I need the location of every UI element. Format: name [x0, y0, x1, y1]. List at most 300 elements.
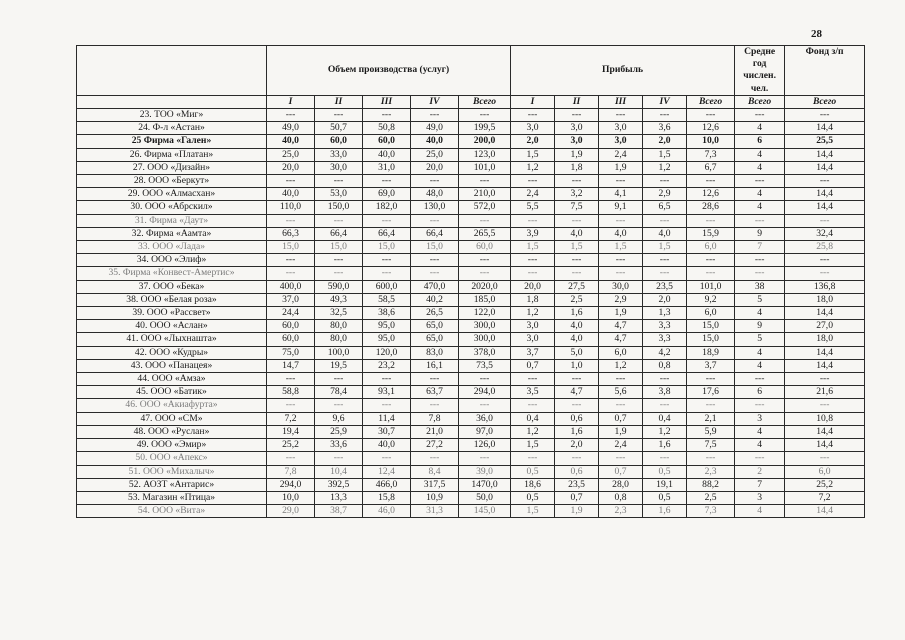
value-cell: 4,1 — [599, 188, 643, 201]
value-cell: --- — [267, 109, 315, 122]
sub-header-empty — [77, 95, 267, 108]
table-row — [77, 478, 865, 491]
value-cell: 0,8 — [643, 359, 687, 372]
value-cell: --- — [267, 214, 315, 227]
table-row — [77, 320, 865, 333]
value-cell: --- — [643, 175, 687, 188]
value-cell: --- — [643, 267, 687, 280]
enterprise-name-cell: 44. ООО «Амза» — [77, 373, 267, 386]
value-cell: 19,4 — [267, 425, 315, 438]
value-cell: 4 — [735, 122, 785, 135]
sub-header-cell: IV — [411, 95, 459, 108]
enterprise-name-cell: 47. ООО «СМ» — [77, 412, 267, 425]
value-cell: 110,0 — [267, 201, 315, 214]
value-cell: 15,0 — [411, 241, 459, 254]
value-cell: 37,0 — [267, 293, 315, 306]
sub-header-cell: Всего — [785, 95, 865, 108]
value-cell: 18,9 — [687, 346, 735, 359]
value-cell: 66,3 — [267, 227, 315, 240]
value-cell: --- — [267, 175, 315, 188]
value-cell: --- — [363, 214, 411, 227]
value-cell: 23,5 — [643, 280, 687, 293]
value-cell: --- — [267, 254, 315, 267]
value-cell: 25,0 — [411, 148, 459, 161]
value-cell: 5,0 — [555, 346, 599, 359]
value-cell: --- — [315, 373, 363, 386]
value-cell: 5 — [735, 333, 785, 346]
value-cell: --- — [785, 109, 865, 122]
value-cell: 1470,0 — [459, 478, 511, 491]
value-cell: 5,5 — [511, 201, 555, 214]
value-cell: 122,0 — [459, 307, 511, 320]
value-cell: 10,8 — [785, 412, 865, 425]
value-cell: 60,0 — [267, 320, 315, 333]
value-cell: 1,2 — [511, 425, 555, 438]
value-cell: --- — [735, 214, 785, 227]
value-cell: --- — [735, 452, 785, 465]
sub-header-cell: II — [555, 95, 599, 108]
value-cell: 25,8 — [785, 241, 865, 254]
value-cell: 0,7 — [555, 491, 599, 504]
enterprise-name-cell: 53. Магазин «Птица» — [77, 491, 267, 504]
value-cell: 9,1 — [599, 201, 643, 214]
value-cell: 3,2 — [555, 188, 599, 201]
value-cell: 4 — [735, 359, 785, 372]
value-cell: 7,2 — [267, 412, 315, 425]
value-cell: 15,0 — [687, 320, 735, 333]
value-cell: 7,5 — [555, 201, 599, 214]
value-cell: 30,0 — [315, 161, 363, 174]
value-cell: 3 — [735, 412, 785, 425]
value-cell: 2,4 — [599, 148, 643, 161]
value-cell: 120,0 — [363, 346, 411, 359]
enterprise-name-cell: 45. ООО «Батик» — [77, 386, 267, 399]
value-cell: 4,0 — [643, 227, 687, 240]
value-cell: 65,0 — [411, 333, 459, 346]
value-cell: 4,0 — [555, 227, 599, 240]
sub-header-cell: II — [315, 95, 363, 108]
value-cell: 1,5 — [555, 241, 599, 254]
value-cell: 14,4 — [785, 148, 865, 161]
value-cell: 10,0 — [687, 135, 735, 148]
value-cell: 4 — [735, 148, 785, 161]
value-cell: 20,0 — [411, 161, 459, 174]
value-cell: --- — [555, 214, 599, 227]
enterprise-name-cell: 31. Фирма «Даут» — [77, 214, 267, 227]
value-cell: 11,4 — [363, 412, 411, 425]
value-cell: 9 — [735, 227, 785, 240]
value-cell: 10,4 — [315, 465, 363, 478]
value-cell: 4,7 — [555, 386, 599, 399]
enterprise-name-cell: 24. Ф-л «Астан» — [77, 122, 267, 135]
value-cell: 4 — [735, 201, 785, 214]
table-row — [77, 412, 865, 425]
value-cell: 6,0 — [687, 241, 735, 254]
value-cell: --- — [363, 373, 411, 386]
value-cell: 2,0 — [511, 135, 555, 148]
value-cell: 14,4 — [785, 439, 865, 452]
value-cell: --- — [363, 399, 411, 412]
value-cell: 4,7 — [599, 333, 643, 346]
value-cell: --- — [411, 373, 459, 386]
value-cell: --- — [411, 109, 459, 122]
value-cell: 4,0 — [555, 333, 599, 346]
table-row — [77, 148, 865, 161]
value-cell: --- — [687, 175, 735, 188]
page-number: 28 — [811, 28, 822, 40]
value-cell: 7,3 — [687, 505, 735, 518]
table-row — [77, 201, 865, 214]
value-cell: --- — [267, 267, 315, 280]
value-cell: 40,0 — [363, 148, 411, 161]
value-cell: --- — [555, 254, 599, 267]
value-cell: --- — [363, 254, 411, 267]
name-column-header — [77, 46, 267, 96]
value-cell: 49,0 — [267, 122, 315, 135]
value-cell: --- — [459, 214, 511, 227]
value-cell: 40,0 — [363, 439, 411, 452]
value-cell: 58,5 — [363, 293, 411, 306]
enterprise-name-cell: 23. ТОО «Миг» — [77, 109, 267, 122]
profit-header: Прибыль — [511, 46, 735, 96]
value-cell: 83,0 — [411, 346, 459, 359]
value-cell: 0,6 — [555, 465, 599, 478]
value-cell: 21,0 — [411, 425, 459, 438]
value-cell: 13,3 — [315, 491, 363, 504]
value-cell: --- — [643, 399, 687, 412]
table-row — [77, 280, 865, 293]
sub-header-cell: I — [511, 95, 555, 108]
value-cell: --- — [459, 399, 511, 412]
value-cell: 2,3 — [599, 505, 643, 518]
value-cell: 0,7 — [599, 412, 643, 425]
value-cell: 6 — [735, 386, 785, 399]
value-cell: 300,0 — [459, 320, 511, 333]
enterprise-name-cell: 30. ООО «Абрскил» — [77, 201, 267, 214]
value-cell: 3,5 — [511, 386, 555, 399]
value-cell: 0,7 — [599, 465, 643, 478]
value-cell: 31,0 — [363, 161, 411, 174]
value-cell: 48,0 — [411, 188, 459, 201]
value-cell: 6,0 — [687, 307, 735, 320]
payroll-header: Фонд з/п — [785, 46, 865, 96]
value-cell: 294,0 — [267, 478, 315, 491]
enterprise-name-cell: 29. ООО «Алмасхан» — [77, 188, 267, 201]
value-cell: 378,0 — [459, 346, 511, 359]
value-cell: 1,3 — [643, 307, 687, 320]
value-cell: 7,3 — [687, 148, 735, 161]
value-cell: 97,0 — [459, 425, 511, 438]
value-cell: 19,1 — [643, 478, 687, 491]
value-cell: 17,6 — [687, 386, 735, 399]
value-cell: --- — [267, 373, 315, 386]
value-cell: 12,6 — [687, 122, 735, 135]
value-cell: 1,5 — [511, 148, 555, 161]
value-cell: 1,5 — [511, 439, 555, 452]
value-cell: 32,5 — [315, 307, 363, 320]
value-cell: 7,2 — [785, 491, 865, 504]
value-cell: --- — [599, 399, 643, 412]
value-cell: 49,3 — [315, 293, 363, 306]
value-cell: 470,0 — [411, 280, 459, 293]
value-cell: 0,7 — [511, 359, 555, 372]
sub-header-cell: Всего — [687, 95, 735, 108]
value-cell: --- — [555, 399, 599, 412]
enterprise-name-cell: 39. ООО «Рассвет» — [77, 307, 267, 320]
value-cell: 1,5 — [643, 241, 687, 254]
value-cell: --- — [599, 267, 643, 280]
value-cell: --- — [599, 452, 643, 465]
value-cell: 66,4 — [315, 227, 363, 240]
value-cell: --- — [511, 452, 555, 465]
value-cell: 1,5 — [511, 241, 555, 254]
enterprise-name-cell: 34. ООО «Элиф» — [77, 254, 267, 267]
value-cell: --- — [555, 109, 599, 122]
value-cell: --- — [511, 175, 555, 188]
table-row — [77, 135, 865, 148]
value-cell: 24,4 — [267, 307, 315, 320]
value-cell: --- — [785, 214, 865, 227]
value-cell: --- — [785, 175, 865, 188]
value-cell: --- — [735, 399, 785, 412]
value-cell: --- — [315, 175, 363, 188]
value-cell: 2,0 — [643, 135, 687, 148]
enterprise-name-cell: 50. ООО «Апекс» — [77, 452, 267, 465]
value-cell: 4,0 — [555, 320, 599, 333]
value-cell: 1,6 — [555, 425, 599, 438]
value-cell: 40,2 — [411, 293, 459, 306]
enterprise-name-cell: 43. ООО «Панацея» — [77, 359, 267, 372]
value-cell: 0,5 — [643, 491, 687, 504]
value-cell: 14,7 — [267, 359, 315, 372]
volume-header: Объем производства (услуг) — [267, 46, 511, 96]
value-cell: 300,0 — [459, 333, 511, 346]
value-cell: 5,9 — [687, 425, 735, 438]
value-cell: --- — [315, 267, 363, 280]
value-cell: 145,0 — [459, 505, 511, 518]
value-cell: 27,5 — [555, 280, 599, 293]
sub-header-cell: I — [267, 95, 315, 108]
value-cell: 600,0 — [363, 280, 411, 293]
value-cell: 3,3 — [643, 333, 687, 346]
value-cell: 15,0 — [687, 333, 735, 346]
value-cell: 0,5 — [511, 465, 555, 478]
value-cell: 25,9 — [315, 425, 363, 438]
enterprise-name-cell: 26. Фирма «Платан» — [77, 148, 267, 161]
value-cell: 4 — [735, 425, 785, 438]
value-cell: --- — [363, 109, 411, 122]
value-cell: 10,9 — [411, 491, 459, 504]
value-cell: 7,5 — [687, 439, 735, 452]
sub-header-cell: III — [363, 95, 411, 108]
enterprise-name-cell: 25 Фирма «Гален» — [77, 135, 267, 148]
value-cell: 93,1 — [363, 386, 411, 399]
sub-header-cell: Всего — [459, 95, 511, 108]
value-cell: 50,7 — [315, 122, 363, 135]
value-cell: 80,0 — [315, 333, 363, 346]
value-cell: --- — [643, 373, 687, 386]
enterprise-table — [76, 45, 865, 518]
value-cell: 18,6 — [511, 478, 555, 491]
value-cell: 27,0 — [785, 320, 865, 333]
value-cell: 2,1 — [687, 412, 735, 425]
value-cell: 392,5 — [315, 478, 363, 491]
value-cell: --- — [411, 254, 459, 267]
value-cell: 3,0 — [599, 135, 643, 148]
value-cell: 4,0 — [599, 227, 643, 240]
value-cell: --- — [687, 399, 735, 412]
value-cell: 0,5 — [643, 465, 687, 478]
value-cell: 136,8 — [785, 280, 865, 293]
value-cell: --- — [687, 254, 735, 267]
value-cell: 101,0 — [459, 161, 511, 174]
value-cell: 33,0 — [315, 148, 363, 161]
value-cell: --- — [411, 399, 459, 412]
value-cell: 1,0 — [555, 359, 599, 372]
value-cell: 5,6 — [599, 386, 643, 399]
value-cell: --- — [459, 267, 511, 280]
value-cell: --- — [687, 109, 735, 122]
value-cell: 3,9 — [511, 227, 555, 240]
value-cell: 14,4 — [785, 122, 865, 135]
value-cell: --- — [511, 109, 555, 122]
value-cell: 1,5 — [643, 148, 687, 161]
value-cell: --- — [785, 399, 865, 412]
value-cell: --- — [599, 214, 643, 227]
value-cell: --- — [459, 452, 511, 465]
value-cell: 15,8 — [363, 491, 411, 504]
table-row — [77, 161, 865, 174]
value-cell: 65,0 — [411, 320, 459, 333]
value-cell: 18,0 — [785, 293, 865, 306]
value-cell: 2,5 — [555, 293, 599, 306]
value-cell: --- — [459, 109, 511, 122]
table-row — [77, 505, 865, 518]
value-cell: 0,4 — [511, 412, 555, 425]
value-cell: 28,6 — [687, 201, 735, 214]
value-cell: 6,5 — [643, 201, 687, 214]
value-cell: 14,4 — [785, 307, 865, 320]
value-cell: --- — [687, 267, 735, 280]
value-cell: --- — [315, 254, 363, 267]
value-cell: --- — [785, 373, 865, 386]
value-cell: --- — [687, 452, 735, 465]
value-cell: --- — [363, 267, 411, 280]
value-cell: 78,4 — [315, 386, 363, 399]
value-cell: 31,3 — [411, 505, 459, 518]
value-cell: 14,4 — [785, 505, 865, 518]
table-row — [77, 122, 865, 135]
value-cell: --- — [643, 452, 687, 465]
value-cell: 1,8 — [555, 161, 599, 174]
value-cell: --- — [599, 254, 643, 267]
value-cell: 3,0 — [511, 333, 555, 346]
value-cell: 12,4 — [363, 465, 411, 478]
enterprise-name-cell: 46. ООО «Акиафурта» — [77, 399, 267, 412]
value-cell: --- — [687, 373, 735, 386]
enterprise-name-cell: 52. АОЗТ «Антарис» — [77, 478, 267, 491]
value-cell: 7 — [735, 478, 785, 491]
value-cell: 317,5 — [411, 478, 459, 491]
value-cell: 265,5 — [459, 227, 511, 240]
value-cell: 2,4 — [599, 439, 643, 452]
value-cell: 14,4 — [785, 346, 865, 359]
table-row — [77, 293, 865, 306]
value-cell: 40,0 — [267, 135, 315, 148]
value-cell: 46,0 — [363, 505, 411, 518]
table-row — [77, 491, 865, 504]
value-cell: 88,2 — [687, 478, 735, 491]
value-cell: 1,9 — [599, 307, 643, 320]
value-cell: 40,0 — [267, 188, 315, 201]
value-cell: 0,8 — [599, 491, 643, 504]
table-row — [77, 465, 865, 478]
value-cell: 25,2 — [785, 478, 865, 491]
value-cell: 4 — [735, 188, 785, 201]
value-cell: 2020,0 — [459, 280, 511, 293]
value-cell: --- — [315, 452, 363, 465]
value-cell: 8,4 — [411, 465, 459, 478]
table-row — [77, 188, 865, 201]
value-cell: 1,8 — [511, 293, 555, 306]
value-cell: 1,5 — [599, 241, 643, 254]
value-cell: 95,0 — [363, 320, 411, 333]
value-cell: 3 — [735, 491, 785, 504]
value-cell: --- — [267, 399, 315, 412]
value-cell: 0,5 — [511, 491, 555, 504]
value-cell: 185,0 — [459, 293, 511, 306]
value-cell: 101,0 — [687, 280, 735, 293]
value-cell: 2,9 — [643, 188, 687, 201]
value-cell: 1,6 — [643, 505, 687, 518]
value-cell: 60,0 — [267, 333, 315, 346]
enterprise-name-cell: 38. ООО «Белая роза» — [77, 293, 267, 306]
value-cell: 1,2 — [643, 425, 687, 438]
value-cell: --- — [511, 373, 555, 386]
value-cell: 3,0 — [555, 135, 599, 148]
value-cell: 38,6 — [363, 307, 411, 320]
value-cell: 23,2 — [363, 359, 411, 372]
value-cell: 3,7 — [511, 346, 555, 359]
value-cell: 7,8 — [267, 465, 315, 478]
enterprise-name-cell: 27. ООО «Дизайн» — [77, 161, 267, 174]
value-cell: 400,0 — [267, 280, 315, 293]
value-cell: 466,0 — [363, 478, 411, 491]
value-cell: --- — [459, 175, 511, 188]
value-cell: --- — [785, 452, 865, 465]
value-cell: 1,2 — [599, 359, 643, 372]
value-cell: 38,7 — [315, 505, 363, 518]
value-cell: 9 — [735, 320, 785, 333]
table-row — [77, 241, 865, 254]
value-cell: --- — [459, 373, 511, 386]
value-cell: 3,0 — [599, 122, 643, 135]
value-cell: 14,4 — [785, 425, 865, 438]
value-cell: 20,0 — [267, 161, 315, 174]
value-cell: --- — [555, 267, 599, 280]
sub-header-cell: Всего — [735, 95, 785, 108]
value-cell: --- — [363, 452, 411, 465]
value-cell: --- — [511, 254, 555, 267]
value-cell: 60,0 — [315, 135, 363, 148]
value-cell: 199,5 — [459, 122, 511, 135]
value-cell: 182,0 — [363, 201, 411, 214]
value-cell: --- — [315, 214, 363, 227]
value-cell: --- — [267, 452, 315, 465]
value-cell: 2 — [735, 465, 785, 478]
value-cell: 294,0 — [459, 386, 511, 399]
value-cell: 36,0 — [459, 412, 511, 425]
